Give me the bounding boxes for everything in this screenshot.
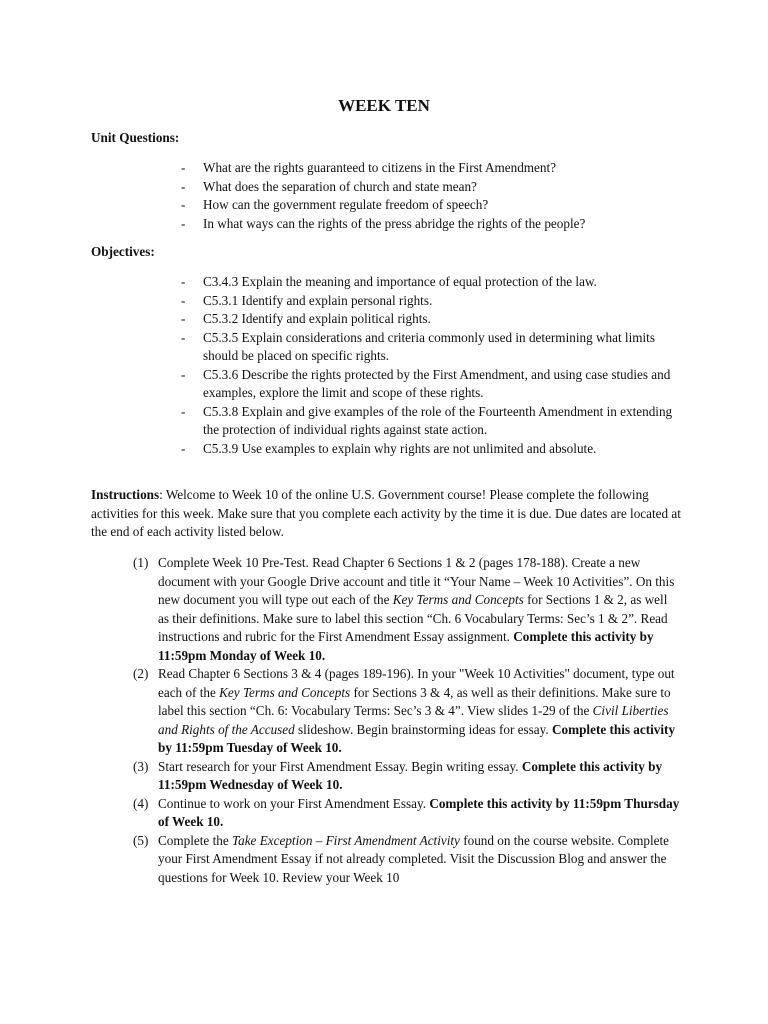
list-item: - In what ways can the rights of the press abridge the rights of the people? bbox=[181, 215, 681, 234]
activity-number: (3) bbox=[133, 758, 149, 774]
list-item: - C5.3.6 Describe the rights protected by the First Amendment, and using case studies and examples, explore the limit and scope of these rights. bbox=[181, 366, 681, 403]
activity-item bbox=[133, 832, 681, 888]
activity-item bbox=[133, 795, 681, 832]
list-item: - C5.3.9 Use examples to explain why rights are not unlimited and absolute. bbox=[181, 440, 681, 459]
activity-item bbox=[133, 554, 681, 665]
list-item: - C3.4.3 Explain the meaning and importance of equal protection of the law. bbox=[181, 273, 681, 292]
activity-italic-text: Key Terms and Concepts bbox=[392, 592, 524, 607]
instructions-text: : Welcome to Week 10 of the online U.S. Government course! Please complete the following activities for this week. Make sure that you complete each activity by the time it is due. Due dates are located at the end of each activity listed below. bbox=[91, 487, 681, 539]
activities-list bbox=[133, 554, 681, 887]
unit-questions-heading: Unit Questions: bbox=[91, 130, 180, 145]
instructions-paragraph bbox=[91, 486, 681, 542]
activity-text: for Sections 1 & 2, as well as their definitions. Make sure to label this section “Ch. 6 Vocabulary Terms: Sec’s 1 & 2”. Read instructions and rubric for the First Amendment Essay assignment. bbox=[158, 592, 668, 644]
activity-text: Continue to work on your First Amendment Essay. bbox=[158, 795, 430, 811]
activity-italic-text: Civil Liberties and Rights of the Accused bbox=[158, 703, 669, 737]
list-item: - C5.3.8 Explain and give examples of the role of the Fourteenth Amendment in extending the protection of individual rights against state action. bbox=[181, 403, 681, 440]
activity-text: Complete Week 10 Pre-Test. Read Chapter 6 Sections 1 & 2 (pages 178-188). Create a new document with your Google Drive account and title it “Your Name – Week 10 Activities”. On this new document you will type out each of the bbox=[158, 555, 675, 607]
objectives-list bbox=[181, 273, 681, 458]
activity-text: found on the course website. Complete your First Amendment Essay if not already completed. Visit the Discussion Blog and answer the questions for Week 10. Review your Week 10 bbox=[158, 832, 670, 885]
list-item: - C5.3.1 Identify and explain personal rights. bbox=[181, 292, 681, 311]
activity-due-date: Complete this activity by 11:59pm Monday of Week 10. bbox=[158, 629, 654, 663]
list-item: - C5.3.5 Explain considerations and criteria commonly used in determining what limits should be placed on specific rights. bbox=[181, 329, 681, 366]
activity-due-date: Complete this activity by 11:59pm Thursday of Week 10. bbox=[158, 795, 680, 829]
list-item: - What does the separation of church and state mean? bbox=[181, 178, 681, 197]
unit-questions-list bbox=[181, 159, 681, 233]
list-item: - How can the government regulate freedom of speech? bbox=[181, 196, 681, 215]
activity-due-date: Complete this activity by 11:59pm Tuesday of Week 10. bbox=[158, 721, 676, 755]
activity-number: (2) bbox=[133, 666, 149, 681]
list-item: - What are the rights guaranteed to citizens in the First Amendment? bbox=[181, 159, 681, 178]
activity-due-date: Complete this activity by 11:59pm Wednesday of Week 10. bbox=[158, 758, 663, 792]
activity-text: slideshow. Begin brainstorming ideas for essay. bbox=[294, 721, 552, 737]
activity-item bbox=[133, 665, 681, 758]
activity-text: Complete the bbox=[158, 832, 232, 848]
activity-number: (5) bbox=[133, 832, 149, 848]
activity-text: Start research for your First Amendment Essay. Begin writing essay. bbox=[158, 758, 522, 774]
activity-item bbox=[133, 758, 681, 795]
activity-text: Read Chapter 6 Sections 3 & 4 (pages 189-196). In your "Week 10 Activities" document, type out each of the bbox=[158, 666, 675, 700]
activity-italic-text: Take Exception – First Amendment Activity bbox=[231, 832, 460, 848]
instructions-label: Instructions bbox=[91, 487, 160, 502]
activity-number: (1) bbox=[133, 555, 149, 570]
objectives-heading: Objectives: bbox=[91, 244, 155, 259]
activity-text: for Sections 3 & 4, as well as their definitions. Make sure to label this section “Ch. 6: Vocabulary Terms: Sec’s 3 & 4”. View slides 1-29 of the bbox=[158, 684, 671, 718]
activity-number: (4) bbox=[133, 795, 149, 811]
activity-italic-text: Key Terms and Concepts bbox=[219, 684, 351, 700]
page-title: WEEK TEN bbox=[338, 96, 430, 115]
list-item: - C5.3.2 Identify and explain political rights. bbox=[181, 310, 681, 329]
